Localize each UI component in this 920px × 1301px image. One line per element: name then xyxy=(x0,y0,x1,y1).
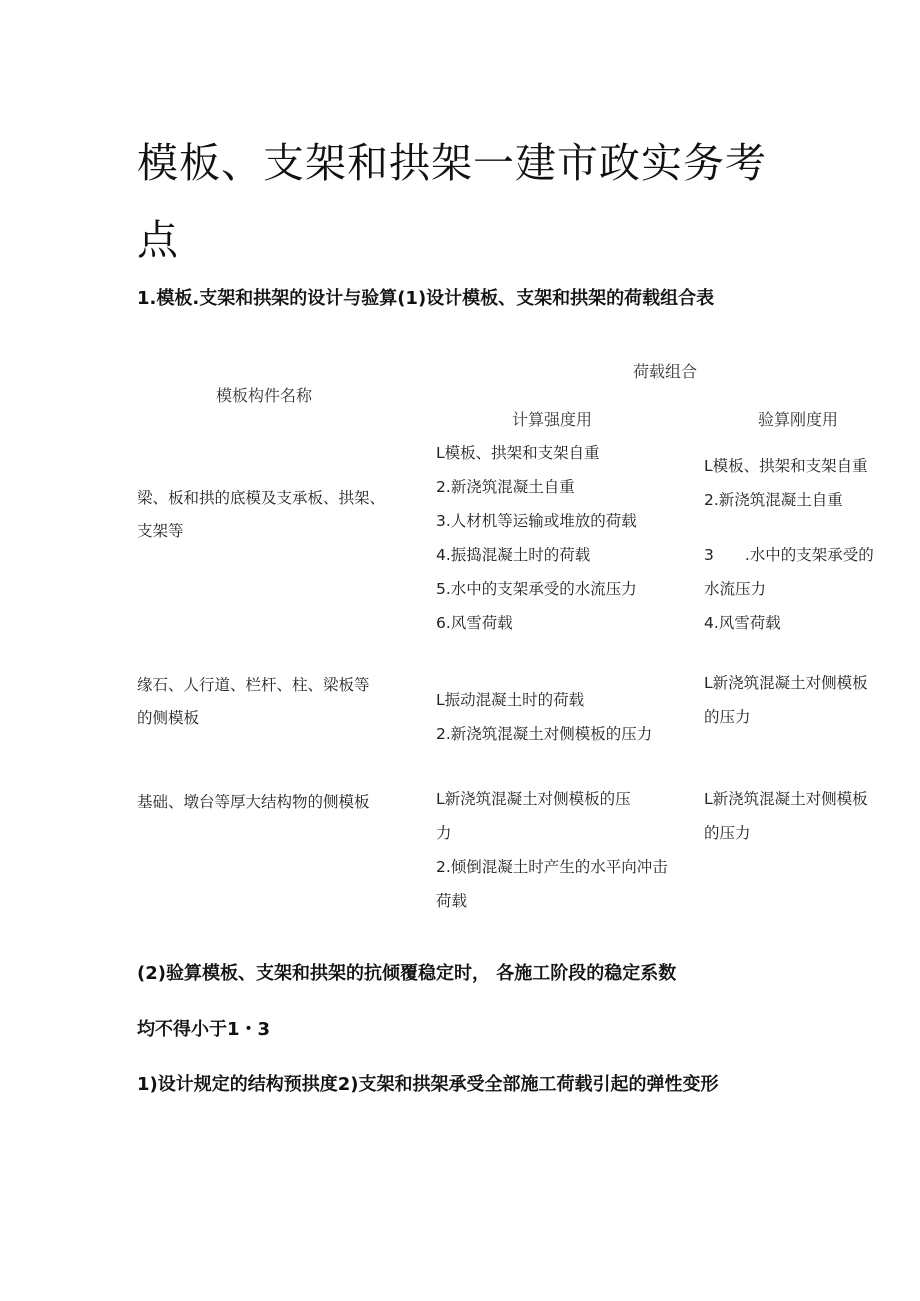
table-row-2-strength xyxy=(436,683,652,751)
list-item: L新浇筑混凝土对侧模板 xyxy=(704,674,868,692)
header-component-name: 模板构件名称 xyxy=(216,386,313,405)
table-row-1-strength xyxy=(436,436,637,640)
list-item: L新浇筑混凝土对侧模板的压 xyxy=(436,790,631,808)
list-item: 2.新浇筑混凝土自重 xyxy=(436,478,575,496)
row-1-name-line: 支架等 xyxy=(137,522,184,540)
list-item: 的压力 xyxy=(704,824,751,842)
list-item: 3 .水中的支架承受的 xyxy=(704,546,874,564)
list-item: 水流压力 xyxy=(704,580,767,598)
row-2-name-line: 的侧模板 xyxy=(137,709,200,727)
table-row-3-stiffness xyxy=(704,782,868,850)
table-row-2-name xyxy=(137,669,370,735)
header-stiffness: 验算刚度用 xyxy=(758,410,839,429)
page-title-line-2: 点 xyxy=(137,216,179,264)
section-1-heading: 1.模板.支架和拱架的设计与验算(1)设计模板、支架和拱架的荷载组合表 xyxy=(137,288,715,309)
list-item: 5.水中的支架承受的水流压力 xyxy=(436,580,637,598)
table-row-1-name xyxy=(137,482,385,548)
list-item: L模板、拱架和支架自重 xyxy=(704,457,868,475)
section-3-line: 1)设计规定的结构预拱度2)支架和拱架承受全部施工荷载引起的弹性变形 xyxy=(137,1074,719,1095)
list-item: 荷载 xyxy=(436,892,468,910)
list-item: 力 xyxy=(436,824,452,842)
header-strength: 计算强度用 xyxy=(512,410,593,429)
page-title-line-1: 模板、支架和拱架一建市政实务考 xyxy=(137,139,767,187)
list-item: L模板、拱架和支架自重 xyxy=(436,444,600,462)
table-row-2-stiffness xyxy=(704,666,868,734)
table-row-1-stiffness xyxy=(704,449,874,640)
list-item: 4.风雪荷载 xyxy=(704,614,781,632)
list-item: 2.倾倒混凝土时产生的水平向冲击 xyxy=(436,858,668,876)
row-3-name-line: 基础、墩台等厚大结构物的侧模板 xyxy=(137,793,370,811)
row-1-name-line: 梁、板和拱的底模及支承板、拱架、 xyxy=(137,489,386,507)
list-item: L新浇筑混凝土对侧模板 xyxy=(704,790,868,808)
list-item: 2.新浇筑混凝土对侧模板的压力 xyxy=(436,725,653,743)
table-row-3-name xyxy=(137,786,370,819)
list-item: 的压力 xyxy=(704,708,751,726)
list-item: L振动混凝土时的荷载 xyxy=(436,691,585,709)
list-item: 6.风雪荷载 xyxy=(436,614,513,632)
list-item: 3.人材机等运输或堆放的荷载 xyxy=(436,512,637,530)
list-item: 2.新浇筑混凝土自重 xyxy=(704,491,843,509)
list-item: 4.振捣混凝土时的荷载 xyxy=(436,546,591,564)
header-load-combination: 荷载组合 xyxy=(633,362,698,381)
row-2-name-line: 缘石、人行道、栏杆、柱、梁板等 xyxy=(137,676,370,694)
section-2-line-1: (2)验算模板、支架和拱架的抗倾覆稳定时， 各施工阶段的稳定系数 xyxy=(137,963,677,984)
section-2-line-2: 均不得小于1・3 xyxy=(137,1019,271,1040)
table-row-3-strength xyxy=(436,782,668,918)
